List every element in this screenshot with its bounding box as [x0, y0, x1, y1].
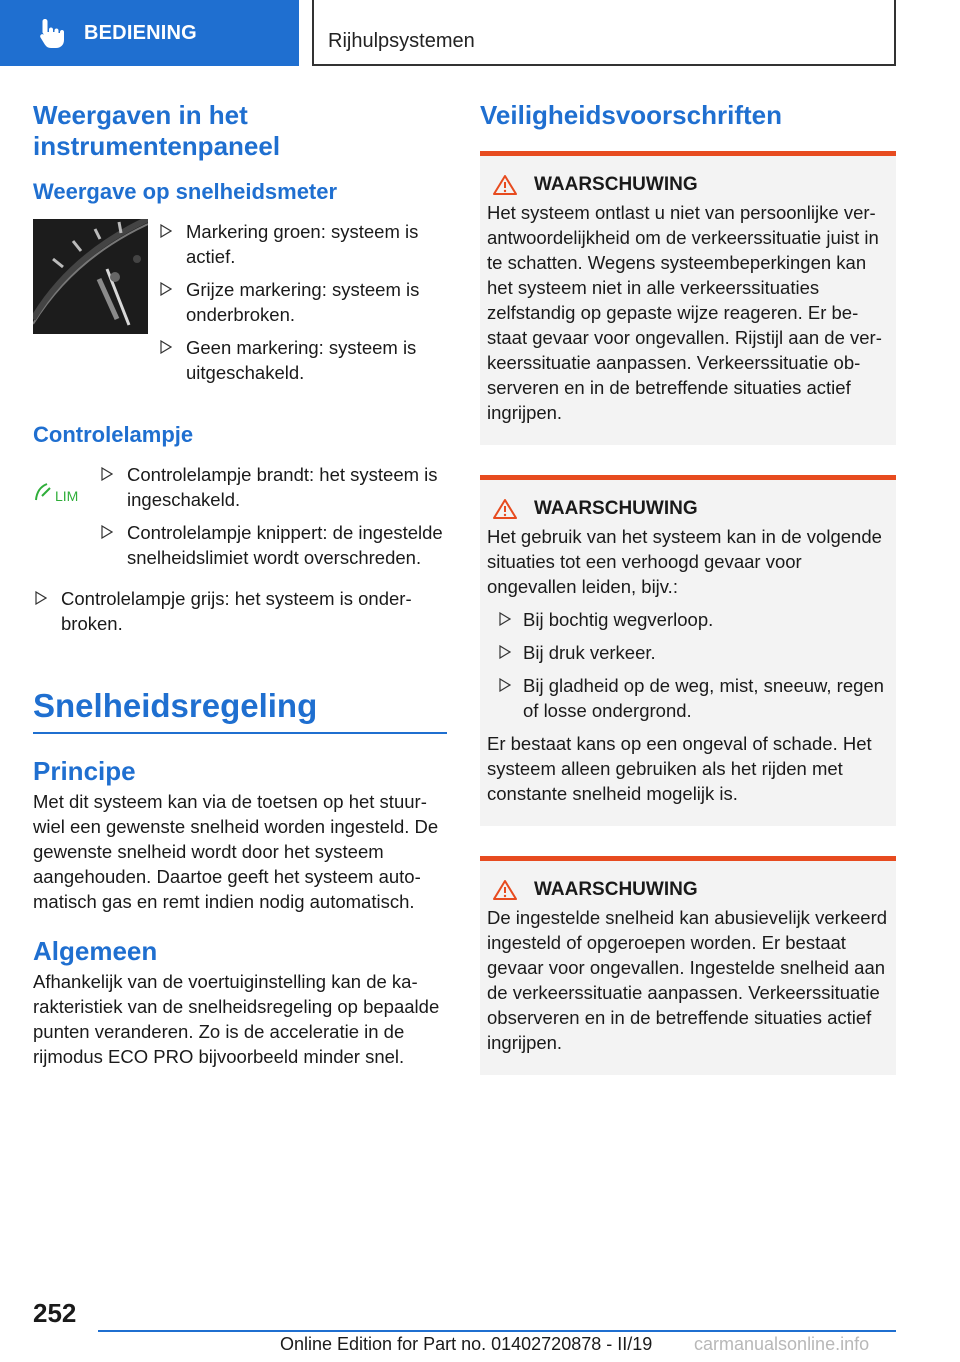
display-title: Weergaven in het instrumentenpaneel [33, 100, 281, 161]
edition-text: Online Edition for Part no. 01402720878 - II/19 [280, 1334, 653, 1354]
warning-heading [487, 174, 888, 196]
chapter-title: Rijhulpsystemen [328, 30, 475, 52]
principle-title: Principe [33, 756, 136, 786]
list-item [89, 520, 449, 570]
warning-triangle-icon [492, 879, 518, 901]
warning-label: WAARSCHUWING [534, 879, 698, 900]
lamp-section [33, 462, 447, 586]
general-title: Algemeen [33, 936, 158, 966]
warning-box [480, 475, 896, 826]
right-column [480, 100, 896, 1075]
speedometer-image [33, 219, 148, 334]
warning-heading [487, 498, 888, 520]
lamp-title: Controlelampje [33, 422, 194, 447]
list-item [487, 607, 888, 632]
list-item-text: Bij bochtig wegverloop. [523, 609, 714, 630]
warning-text: De ingestelde snelheid kan abusievelijk verkeerd ingesteld of opgeroepen worden. Er bestaat gevaar voor ongevallen. Ingestelde snelheid aan de verkeerssituatie aanpassen. Verkeerssituatie observeren en in de betreffende situaties actief ingrijpen. [487, 907, 888, 1053]
triangle-bullet-icon [499, 678, 511, 692]
list-item [89, 462, 449, 512]
triangle-bullet-icon [160, 340, 172, 354]
left-column [33, 100, 447, 1069]
list-item-text: Grijze markering: systeem is onderbroken. [186, 279, 420, 325]
warning-box [480, 151, 896, 445]
list-item-text: Bij druk verkeer. [523, 642, 656, 663]
list-item [148, 335, 448, 385]
general-text: Afhankelijk van de voertuiginstelling kan de karakteristiek van de snelheidsregeling op bepaalde punten veranderen. Zo is de acceleratie in de rijmodus ECO PRO bijvoorbeeld minder snel. [33, 971, 440, 1067]
section-tab[interactable] [0, 0, 299, 66]
warning-text: Er bestaat kans op een ongeval of schade. Het systeem alleen gebruiken als het rijden met constante snelheid mogelijk is. [487, 733, 872, 804]
site-watermark[interactable]: carmanualsonline.info [694, 1334, 870, 1354]
speed-limiter-lamp-icon [33, 480, 88, 504]
page-number: 252 [33, 1298, 77, 1328]
speedometer-section [33, 219, 447, 397]
safety-title: Veiligheidsvoorschriften [480, 100, 782, 130]
speedometer-title: Weergave op snelheidsmeter [33, 179, 338, 204]
list-item [487, 640, 888, 665]
speedometer-list [148, 219, 448, 393]
triangle-bullet-icon [499, 612, 511, 626]
footer-divider [98, 1330, 896, 1332]
triangle-bullet-icon [160, 282, 172, 296]
list-item [33, 586, 447, 636]
section-tab-label: BEDIENING [84, 21, 197, 44]
list-item [148, 219, 448, 269]
list-item-text: Geen markering: systeem is uitgeschakeld. [186, 337, 417, 383]
warning-text: Het systeem ontlast u niet van persoonlijke verantwoordelijkheid om de verkeerssituatie juist in te schatten. Wegens systeembeperkingen kan het systeem niet in alle verkeerssituaties zelfstandig op gepaste wijze reageren. Er bestaat gevaar voor ongevallen. Rijstijl aan de verkeerssituatie aanpassen. Verkeerssituatie observeren en in de betreffende situaties actief ingrijpen. [487, 202, 882, 423]
triangle-bullet-icon [160, 224, 172, 238]
triangle-bullet-icon [101, 525, 113, 539]
triangle-bullet-icon [101, 467, 113, 481]
list-item-text: Markering groen: systeem is actief. [186, 221, 419, 267]
list-item-text: Bij gladheid op de weg, mist, sneeuw, regen of losse ondergrond. [523, 675, 884, 721]
list-item [487, 673, 888, 723]
lamp-list [89, 462, 449, 578]
warning-label: WAARSCHUWING [534, 498, 698, 519]
list-item-text: Controlelampje brandt: het systeem is ingeschakeld. [127, 464, 438, 510]
list-item [148, 277, 448, 327]
principle-text: Met dit systeem kan via de toetsen op het stuurwiel een gewenste snelheid worden ingesteld. De gewenste snelheid wordt door het systeem aangehouden. Daartoe geeft het systeem automatisch gas en remt indien nodig automatisch. [33, 791, 439, 912]
chapter-header [312, 0, 896, 66]
warning-triangle-icon [492, 174, 518, 196]
triangle-bullet-icon [499, 645, 511, 659]
warning-heading [487, 879, 888, 901]
warning-label: WAARSCHUWING [534, 174, 698, 195]
warning-triangle-icon [492, 498, 518, 520]
warning-box [480, 856, 896, 1075]
hand-pointer-icon [36, 16, 70, 50]
list-item-text: Controlelampje knippert: de ingestelde snelheidslimiet wordt overschreden. [127, 522, 443, 568]
list-item-text: Controlelampje grijs: het systeem is onderbroken. [61, 588, 412, 634]
section-title: Snelheidsregeling [33, 687, 318, 724]
lamp-icon-label: LIM [55, 488, 79, 504]
section-heading [33, 686, 447, 734]
warning-text: Het gebruik van het systeem kan in de volgende situaties tot een verhoogd gevaar voor ongevallen leiden, bijv.: [487, 526, 882, 597]
triangle-bullet-icon [35, 591, 47, 605]
